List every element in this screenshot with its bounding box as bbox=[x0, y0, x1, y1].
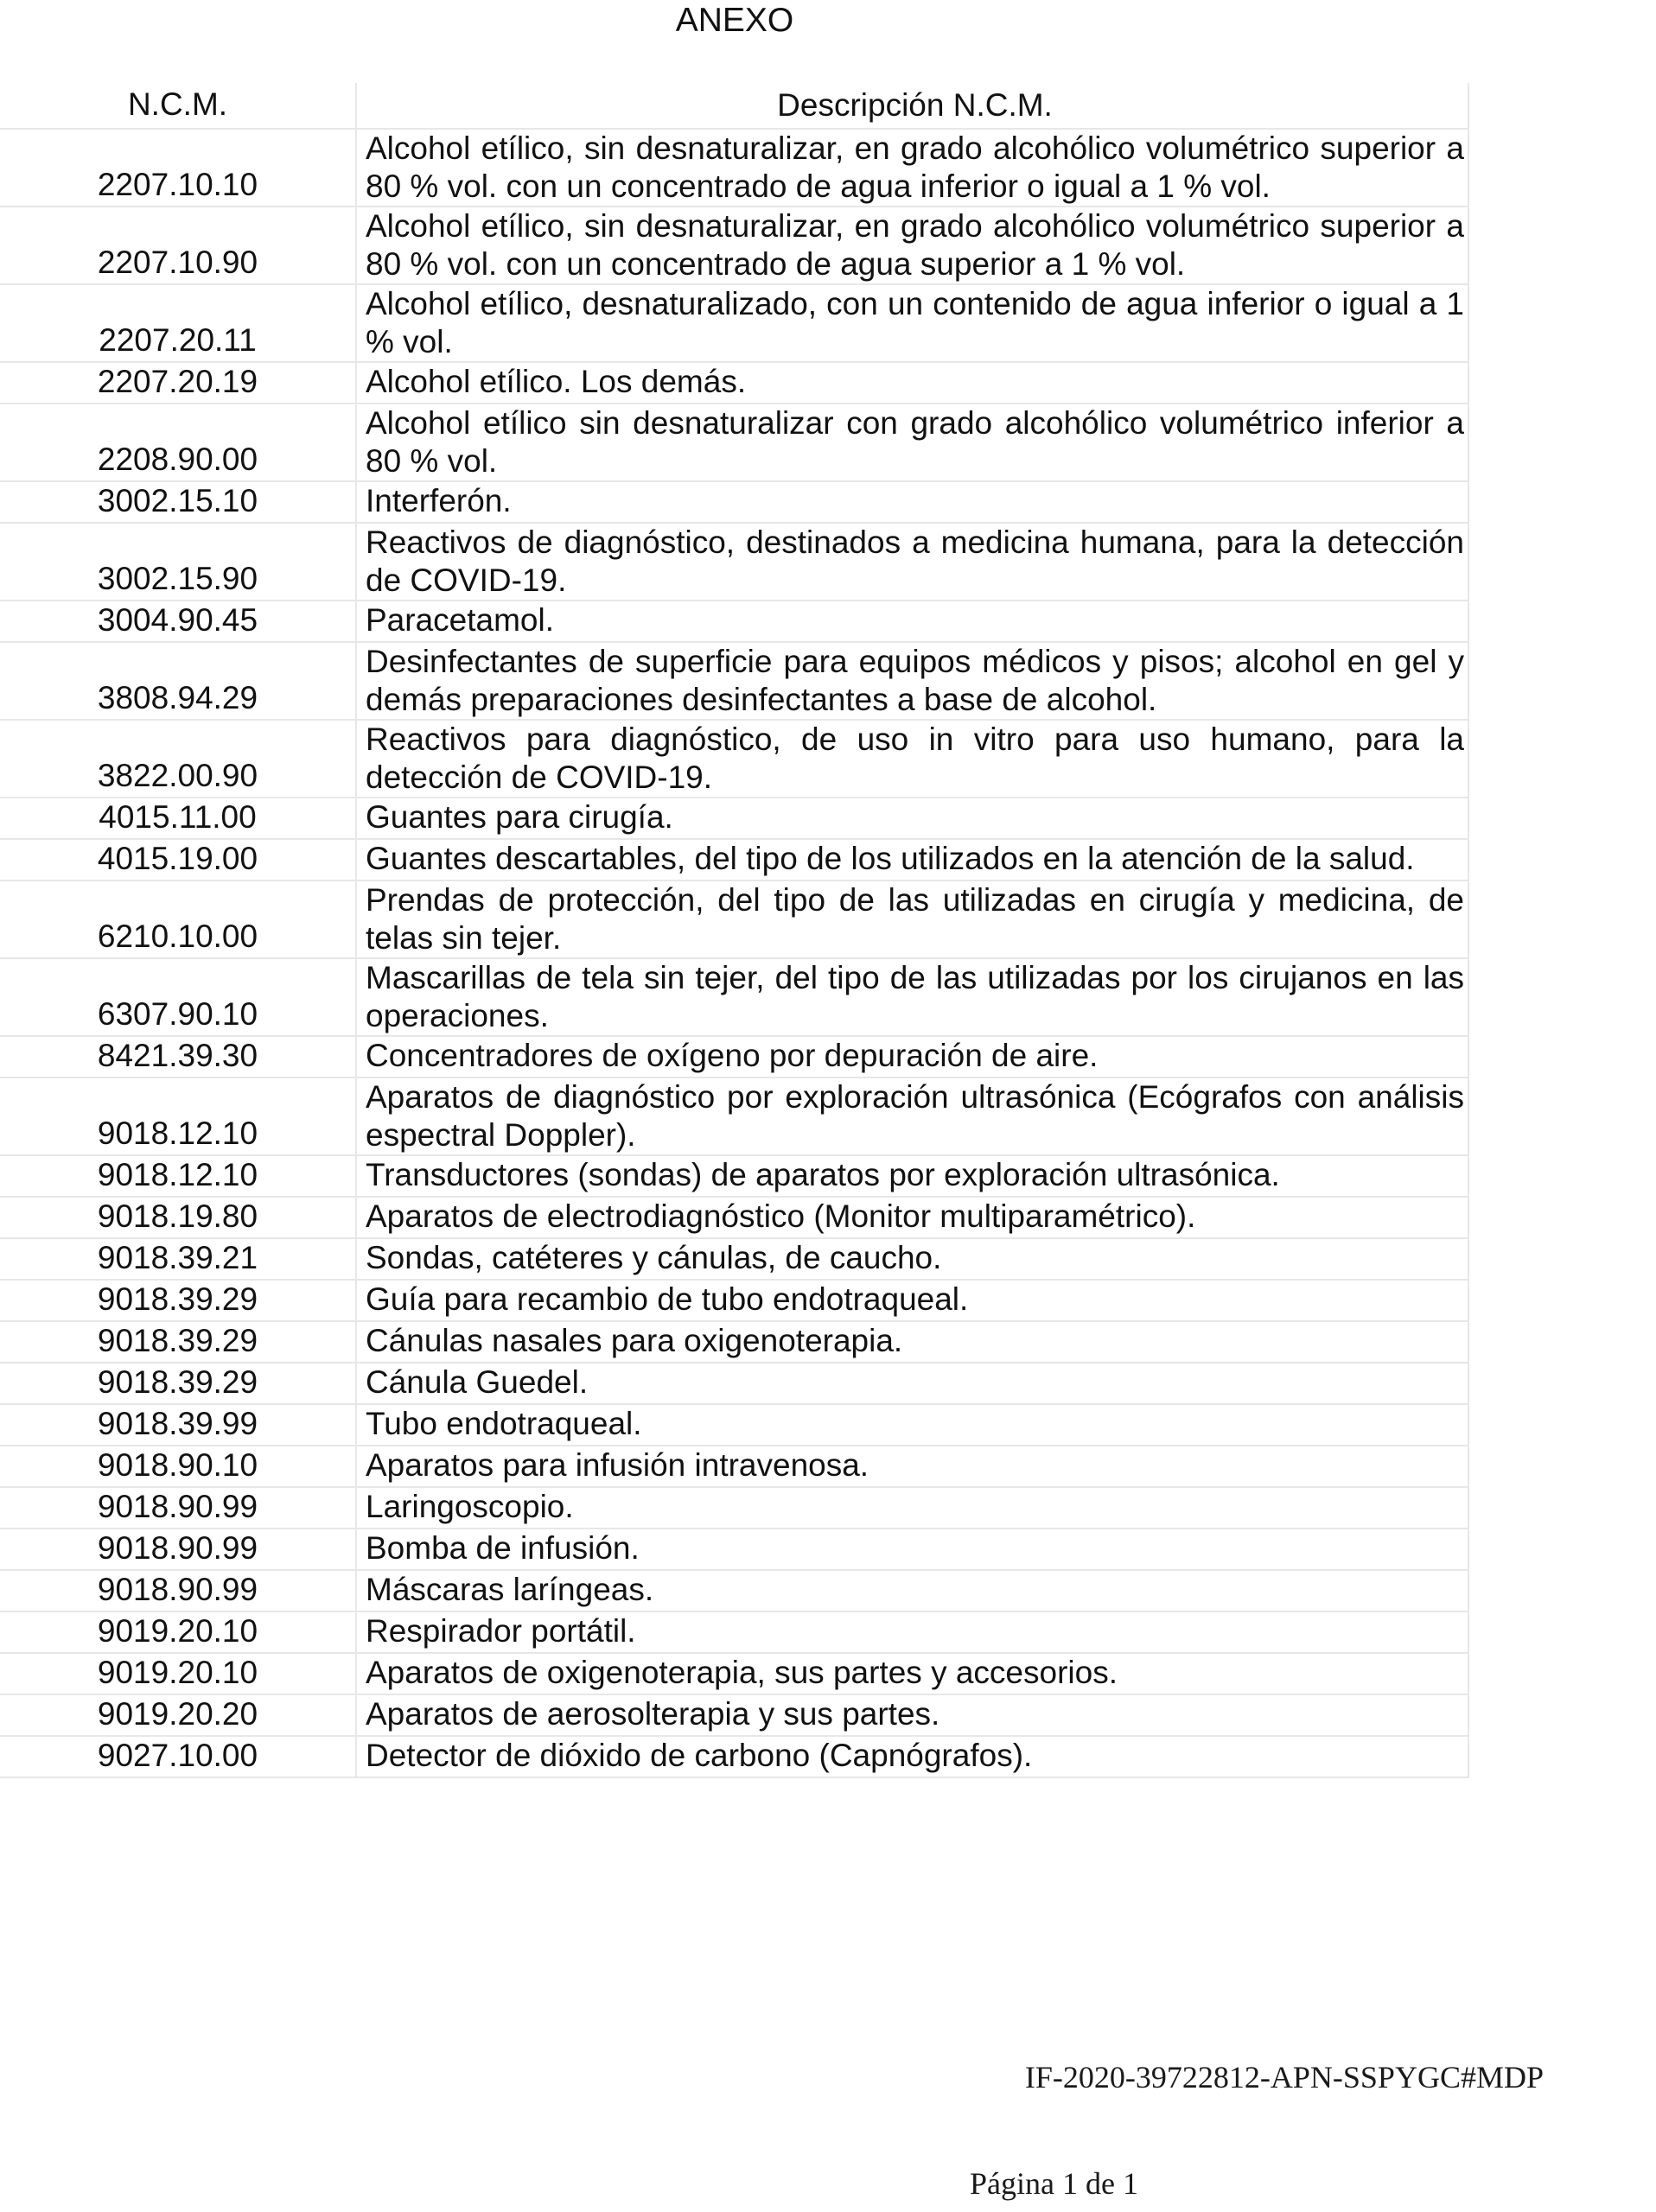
table-row bbox=[0, 1281, 1469, 1322]
ncm-description: Guantes para cirugía. bbox=[357, 798, 1469, 838]
ncm-description: Prendas de protección, del tipo de las utilizadas en cirugía y medicina, de telas sin tejer. bbox=[357, 881, 1469, 957]
ncm-code: 2208.90.00 bbox=[0, 404, 357, 480]
ncm-description: Alcohol etílico, desnaturalizado, con un contenido de agua inferior o igual a 1 % vol. bbox=[357, 285, 1469, 361]
ncm-code: 9018.19.80 bbox=[0, 1198, 357, 1237]
table-row bbox=[0, 524, 1469, 601]
ncm-description: Máscaras laríngeas. bbox=[357, 1571, 1469, 1611]
ncm-description: Alcohol etílico sin desnaturalizar con grado alcohólico volumétrico inferior a 80 % vol. bbox=[357, 404, 1469, 480]
table-row bbox=[0, 1612, 1469, 1654]
table-row bbox=[0, 1737, 1469, 1778]
ncm-description: Aparatos de diagnóstico por exploración ultrasónica (Ecógrafos con análisis espectral Doppler). bbox=[357, 1078, 1469, 1154]
ncm-description: Transductores (sondas) de aparatos por exploración ultrasónica. bbox=[357, 1156, 1469, 1196]
ncm-description: Reactivos de diagnóstico, destinados a medicina humana, para la detección de COVID-19. bbox=[357, 524, 1469, 600]
ncm-code: 9018.90.99 bbox=[0, 1571, 357, 1611]
ncm-description: Cánulas nasales para oxigenoterapia. bbox=[357, 1322, 1469, 1362]
description-column-header: Descripción N.C.M. bbox=[357, 83, 1469, 128]
table-row bbox=[0, 1488, 1469, 1529]
table-row bbox=[0, 1571, 1469, 1612]
table-row bbox=[0, 1322, 1469, 1363]
table-row bbox=[0, 363, 1469, 404]
ncm-code: 6210.10.00 bbox=[0, 881, 357, 957]
table-row bbox=[0, 798, 1469, 840]
ncm-description: Mascarillas de tela sin tejer, del tipo de las utilizadas por los cirujanos en las operaciones. bbox=[357, 959, 1469, 1035]
ncm-code: 8421.39.30 bbox=[0, 1037, 357, 1077]
ncm-description: Aparatos de oxigenoterapia, sus partes y accesorios. bbox=[357, 1654, 1469, 1694]
table-row bbox=[0, 1446, 1469, 1488]
ncm-description: Respirador portátil. bbox=[357, 1612, 1469, 1652]
ncm-code: 4015.19.00 bbox=[0, 840, 357, 880]
ncm-code: 9019.20.20 bbox=[0, 1695, 357, 1735]
table-row bbox=[0, 1037, 1469, 1078]
ncm-code: 9018.90.99 bbox=[0, 1488, 357, 1528]
ncm-description: Bomba de infusión. bbox=[357, 1529, 1469, 1569]
ncm-code: 3822.00.90 bbox=[0, 721, 357, 797]
table-row bbox=[0, 1078, 1469, 1156]
table-row bbox=[0, 1198, 1469, 1239]
table-row bbox=[0, 1239, 1469, 1281]
table-row bbox=[0, 1156, 1469, 1198]
ncm-description: Tubo endotraqueal. bbox=[357, 1405, 1469, 1445]
ncm-description: Aparatos de electrodiagnóstico (Monitor multiparamétrico). bbox=[357, 1198, 1469, 1237]
ncm-description: Aparatos para infusión intravenosa. bbox=[357, 1446, 1469, 1486]
ncm-description: Laringoscopio. bbox=[357, 1488, 1469, 1528]
ncm-description: Guía para recambio de tubo endotraqueal. bbox=[357, 1281, 1469, 1320]
ncm-code: 9018.12.10 bbox=[0, 1078, 357, 1154]
ncm-description: Detector de dióxido de carbono (Capnógrafos). bbox=[357, 1737, 1469, 1777]
table-row bbox=[0, 130, 1469, 207]
ncm-description: Concentradores de oxígeno por depuración de aire. bbox=[357, 1037, 1469, 1077]
ncm-code: 9018.90.10 bbox=[0, 1446, 357, 1486]
table-row bbox=[0, 840, 1469, 881]
document-title: ANEXO bbox=[675, 2, 794, 39]
table-row bbox=[0, 1529, 1469, 1571]
ncm-description: Aparatos de aerosolterapia y sus partes. bbox=[357, 1695, 1469, 1735]
ncm-column-header: N.C.M. bbox=[0, 83, 357, 128]
table-row bbox=[0, 404, 1469, 482]
ncm-description: Alcohol etílico, sin desnaturalizar, en grado alcohólico volumétrico superior a 80 % vol. con un concentrado de agua superior a 1 % vol. bbox=[357, 207, 1469, 283]
ncm-code: 3808.94.29 bbox=[0, 643, 357, 719]
ncm-description: Paracetamol. bbox=[357, 601, 1469, 641]
ncm-code: 2207.10.90 bbox=[0, 207, 357, 283]
table-row bbox=[0, 207, 1469, 285]
ncm-code: 4015.11.00 bbox=[0, 798, 357, 838]
ncm-code: 9027.10.00 bbox=[0, 1737, 357, 1777]
ncm-code: 3004.90.45 bbox=[0, 601, 357, 641]
ncm-code: 2207.20.11 bbox=[0, 285, 357, 361]
ncm-description: Cánula Guedel. bbox=[357, 1363, 1469, 1403]
ncm-code: 9018.39.29 bbox=[0, 1281, 357, 1320]
page-number: Página 1 de 1 bbox=[970, 2166, 1138, 2201]
table-row bbox=[0, 482, 1469, 524]
ncm-code: 9018.39.29 bbox=[0, 1322, 357, 1362]
table-row bbox=[0, 601, 1469, 643]
ncm-description: Sondas, catéteres y cánulas, de caucho. bbox=[357, 1239, 1469, 1279]
table-row bbox=[0, 643, 1469, 721]
ncm-code: 9018.12.10 bbox=[0, 1156, 357, 1196]
table-row bbox=[0, 1654, 1469, 1695]
table-row bbox=[0, 959, 1469, 1037]
ncm-code: 9019.20.10 bbox=[0, 1654, 357, 1694]
ncm-code: 9018.39.99 bbox=[0, 1405, 357, 1445]
ncm-description: Guantes descartables, del tipo de los utilizados en la atención de la salud. bbox=[357, 840, 1469, 880]
table-row bbox=[0, 721, 1469, 798]
ncm-description: Interferón. bbox=[357, 482, 1469, 522]
document-identifier: IF-2020-39722812-APN-SSPYGC#MDP bbox=[1024, 2060, 1544, 2094]
table-row bbox=[0, 1363, 1469, 1405]
table-row bbox=[0, 1405, 1469, 1446]
ncm-code: 2207.10.10 bbox=[0, 130, 357, 206]
ncm-code: 2207.20.19 bbox=[0, 363, 357, 403]
ncm-description: Reactivos para diagnóstico, de uso in vitro para uso humano, para la detección de COVID-19. bbox=[357, 721, 1469, 797]
table-row bbox=[0, 881, 1469, 959]
ncm-table bbox=[0, 83, 1469, 1778]
ncm-code: 3002.15.90 bbox=[0, 524, 357, 600]
ncm-description: Alcohol etílico. Los demás. bbox=[357, 363, 1469, 403]
ncm-code: 9019.20.10 bbox=[0, 1612, 357, 1652]
ncm-code: 9018.39.21 bbox=[0, 1239, 357, 1279]
table-header-row bbox=[0, 83, 1469, 130]
ncm-code: 9018.39.29 bbox=[0, 1363, 357, 1403]
ncm-code: 3002.15.10 bbox=[0, 482, 357, 522]
table-row bbox=[0, 1695, 1469, 1737]
ncm-description: Alcohol etílico, sin desnaturalizar, en grado alcohólico volumétrico superior a 80 % vol. con un concentrado de agua inferior o igual a 1 % vol. bbox=[357, 130, 1469, 206]
ncm-code: 9018.90.99 bbox=[0, 1529, 357, 1569]
ncm-description: Desinfectantes de superficie para equipos médicos y pisos; alcohol en gel y demás preparaciones desinfectantes a base de alcohol. bbox=[357, 643, 1469, 719]
table-row bbox=[0, 285, 1469, 363]
ncm-code: 6307.90.10 bbox=[0, 959, 357, 1035]
